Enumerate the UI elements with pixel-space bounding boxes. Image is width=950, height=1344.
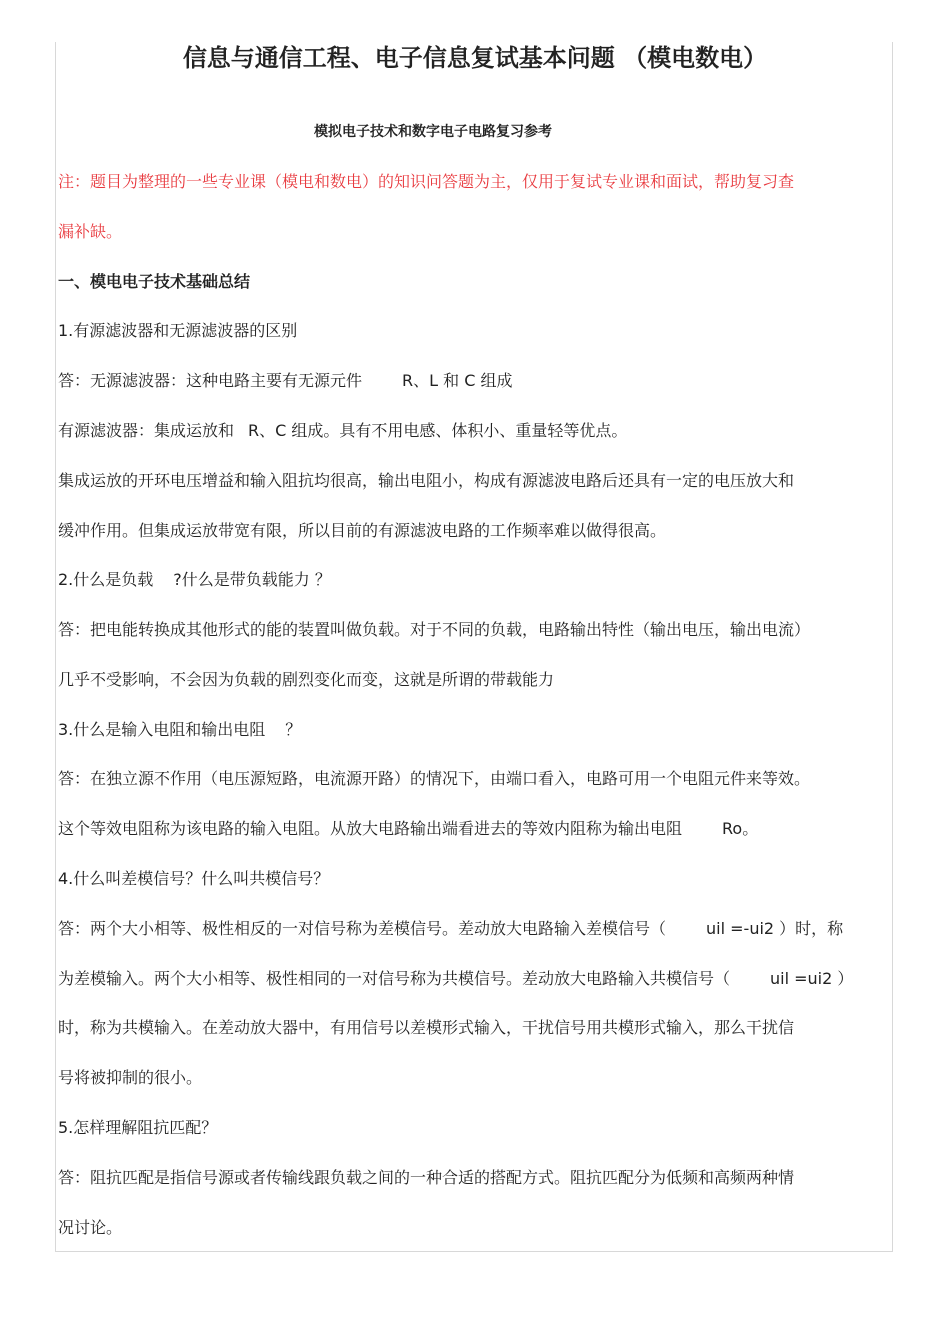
answer-3-line: 答：在独立源不作用（电压源短路，电流源开路）的情况下，由端口看入，电路可用一个电阻元件来等效。 xyxy=(58,769,811,788)
question-4: 4.什么叫差模信号？什么叫共模信号？ xyxy=(58,869,330,888)
answer-5-line: 况讨论。 xyxy=(58,1218,123,1237)
answer-1-line: 集成运放的开环电压增益和输入阻抗均很高，输出电阻小，构成有源滤波电路后还具有一定的电压放大和 xyxy=(58,471,795,490)
answer-1-line: 有源滤波器：集成运放和 R、C 组成。具有不用电感、体积小、重量轻等优点。 xyxy=(58,421,628,440)
answer-2-line: 答：把电能转换成其他形式的能的装置叫做负载。对于不同的负载，电路输出特性（输出电压，输出电流） xyxy=(58,620,811,639)
document-subtitle: 模拟电子技术和数字电子电路复习参考 xyxy=(314,124,552,140)
answer-2-line: 几乎不受影响，不会因为负载的剧烈变化而变，这就是所谓的带载能力 xyxy=(58,670,555,689)
answer-4-line: 为差模输入。两个大小相等、极性相同的一对信号称为共模信号。差动放大电路输入共模信号（ uil =ui2 ） xyxy=(58,969,854,988)
question-5: 5.怎样理解阻抗匹配？ xyxy=(58,1118,218,1137)
answer-4-line: 时，称为共模输入。在差动放大器中，有用信号以差模形式输入，干扰信号用共模形式输入，那么干扰信 xyxy=(58,1018,795,1037)
answer-3-line: 这个等效电阻称为该电路的输入电阻。从放大电路输出端看进去的等效内阻称为输出电阻 Ro。 xyxy=(58,819,759,838)
note-line: 漏补缺。 xyxy=(58,222,123,241)
answer-1-line: 缓冲作用。但集成运放带宽有限，所以目前的有源滤波电路的工作频率难以做得很高。 xyxy=(58,521,667,540)
answer-1-line: 答：无源滤波器：这种电路主要有无源元件 R、L 和 C 组成 xyxy=(58,371,513,390)
note-line: 注：题目为整理的一些专业课（模电和数电）的知识问答题为主，仅用于复试专业课和面试，帮助复习查 xyxy=(58,172,795,191)
question-1: 1.有源滤波器和无源滤波器的区别 xyxy=(58,321,298,340)
answer-4-line: 号将被抑制的很小。 xyxy=(58,1068,203,1087)
question-3: 3.什么是输入电阻和输出电阻 ？ xyxy=(58,720,302,739)
document-title: 信息与通信工程、电子信息复试基本问题 （模电数电） xyxy=(182,44,768,72)
section-heading: 一、模电电子技术基础总结 xyxy=(58,272,251,291)
answer-5-line: 答：阻抗匹配是指信号源或者传输线跟负载之间的一种合适的搭配方式。阻抗匹配分为低频和高频两种情 xyxy=(58,1168,795,1187)
answer-4-line: 答：两个大小相等、极性相反的一对信号称为差模信号。差动放大电路输入差模信号（ uil =-ui2 ）时，称 xyxy=(58,919,844,938)
question-2: 2.什么是负载 ?什么是带负载能力 ？ xyxy=(58,570,331,589)
